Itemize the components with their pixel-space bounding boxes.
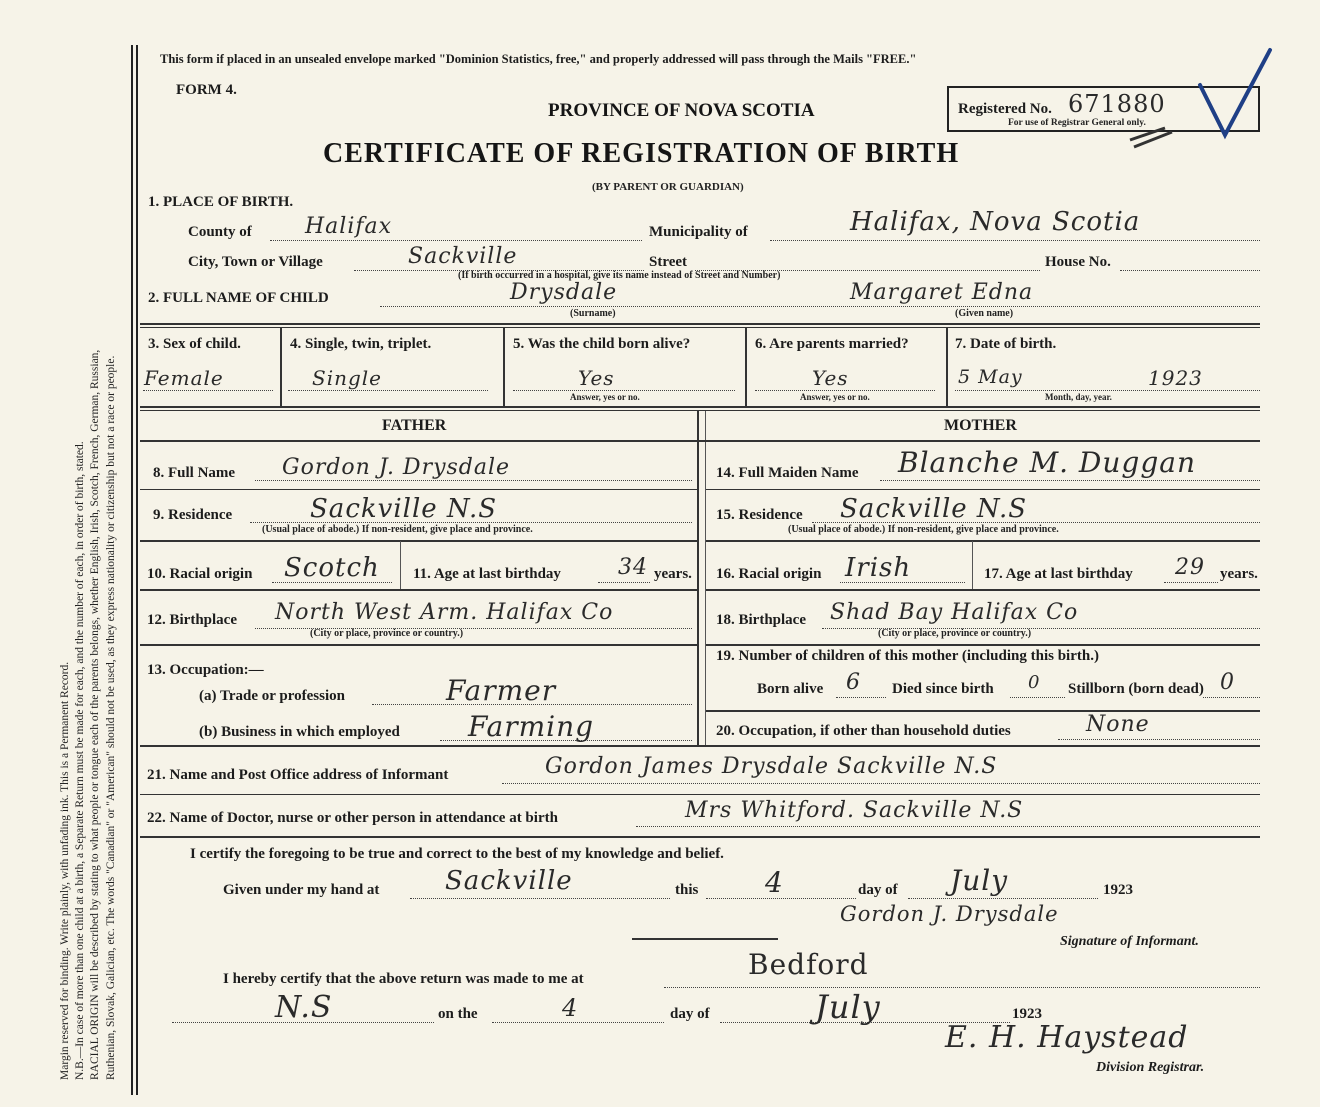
column-divider bbox=[697, 411, 699, 745]
married-line bbox=[755, 390, 935, 391]
father-race-label: 10. Racial origin bbox=[147, 566, 253, 582]
return-day-of: day of bbox=[670, 1006, 710, 1022]
child-name-line bbox=[380, 306, 1260, 307]
father-age-years: years. bbox=[654, 566, 692, 582]
divider bbox=[140, 540, 697, 542]
occupation-label: 13. Occupation:— bbox=[147, 662, 264, 678]
mother-residence: Sackville N.S bbox=[840, 494, 1028, 524]
father-name-label: 8. Full Name bbox=[153, 465, 236, 481]
father-heading: FATHER bbox=[382, 417, 447, 434]
plurality-label: 4. Single, twin, triplet. bbox=[290, 336, 432, 352]
surname-note: (Surname) bbox=[570, 308, 616, 319]
plurality-value: Single bbox=[312, 366, 383, 390]
divider bbox=[140, 489, 697, 490]
county-label: County of bbox=[188, 224, 252, 240]
certify-statement: I certify the foregoing to be true and correct to the best of my knowledge and belief. bbox=[190, 846, 724, 862]
alive-line bbox=[513, 390, 735, 391]
mother-age: 29 bbox=[1175, 555, 1205, 580]
return-province: N.S bbox=[275, 990, 333, 1025]
mother-occupation: None bbox=[1086, 712, 1150, 737]
registrar-note: For use of Registrar General only. bbox=[1008, 118, 1146, 128]
mother-age-years: years. bbox=[1220, 566, 1258, 582]
informant-signature: Gordon J. Drysdale bbox=[840, 902, 1059, 926]
divider bbox=[140, 589, 697, 591]
house-label: House No. bbox=[1045, 254, 1111, 270]
married-label: 6. Are parents married? bbox=[755, 336, 909, 352]
margin-rule bbox=[131, 45, 133, 1095]
city-value: Sackville bbox=[408, 244, 518, 269]
sex-line bbox=[143, 390, 273, 391]
mother-race-label: 16. Racial origin bbox=[716, 566, 822, 582]
return-place-line bbox=[664, 987, 1260, 988]
cell-border bbox=[503, 328, 505, 406]
born-alive-label: Born alive bbox=[757, 681, 824, 697]
margin-line: RACIAL ORIGIN will be described by stating to what people or tongue each of the parents belongs, whether English, Irish, Scotch, French, German, Russian, bbox=[89, 349, 102, 1080]
return-year: 1923 bbox=[1012, 1006, 1042, 1022]
divider bbox=[140, 440, 1260, 442]
divider bbox=[140, 323, 1260, 325]
alive-value: Yes bbox=[578, 366, 615, 390]
registered-number: 671880 bbox=[1068, 90, 1166, 118]
return-place: Bedford bbox=[748, 948, 869, 981]
father-name-line bbox=[255, 480, 692, 481]
father-age: 34 bbox=[618, 555, 648, 580]
mother-birthplace-label: 18. Birthplace bbox=[716, 612, 806, 628]
registrar-label: Division Registrar. bbox=[1096, 1060, 1205, 1075]
stillborn-value: 0 bbox=[1220, 670, 1235, 695]
stillborn-label: Stillborn (born dead) bbox=[1068, 681, 1204, 697]
house-line bbox=[1120, 270, 1260, 271]
given-label: Given under my hand at bbox=[223, 882, 380, 898]
mail-notice: This form if placed in an unsealed envelope marked "Dominion Statistics, free," and properly addressed will pass through the Mails "FREE." bbox=[160, 52, 917, 66]
married-value: Yes bbox=[812, 366, 849, 390]
place-heading: 1. PLACE OF BIRTH. bbox=[148, 194, 294, 210]
plurality-line bbox=[288, 390, 488, 391]
mother-occupation-label: 20. Occupation, if other than household duties bbox=[716, 723, 1011, 739]
margin-line: Margin reserved for binding. Write plainly, with unfading ink. This is a Permanent Record. bbox=[59, 661, 71, 1080]
mother-birthplace: Shad Bay Halifax Co bbox=[830, 600, 1079, 625]
return-day: 4 bbox=[562, 994, 579, 1022]
street-label: Street bbox=[649, 254, 688, 270]
cell-border bbox=[280, 328, 282, 406]
page-subtitle: (BY PARENT OR GUARDIAN) bbox=[592, 181, 744, 193]
trade-label: (a) Trade or profession bbox=[199, 688, 345, 704]
mother-name: Blanche M. Duggan bbox=[898, 446, 1196, 479]
mother-name-label: 14. Full Maiden Name bbox=[716, 465, 859, 481]
father-age-label: 11. Age at last birthday bbox=[413, 566, 561, 582]
trade-value: Farmer bbox=[446, 674, 557, 707]
dob-day-month: 5 May bbox=[958, 366, 1023, 388]
year-value: 1923 bbox=[1103, 882, 1133, 898]
municipality-value: Halifax, Nova Scotia bbox=[850, 207, 1141, 237]
divider bbox=[140, 745, 1260, 747]
check-mark-icon bbox=[1100, 40, 1280, 170]
month-line bbox=[908, 898, 1098, 899]
mother-race: Irish bbox=[845, 553, 912, 583]
alive-label: 5. Was the child born alive? bbox=[513, 336, 691, 352]
county-value: Halifax bbox=[305, 214, 393, 239]
given-place-line bbox=[410, 898, 670, 899]
divider bbox=[706, 644, 1260, 646]
father-residence-label: 9. Residence bbox=[153, 507, 233, 523]
dob-year: 1923 bbox=[1148, 366, 1203, 390]
business-value: Farming bbox=[468, 710, 595, 743]
born-alive-value: 6 bbox=[846, 670, 861, 695]
mother-heading: MOTHER bbox=[944, 417, 1017, 434]
died-value: 0 bbox=[1028, 672, 1041, 693]
informant-line bbox=[502, 783, 1260, 784]
died-line bbox=[1010, 697, 1065, 698]
divider bbox=[706, 589, 1260, 591]
signature-rule bbox=[632, 938, 778, 940]
month-value: July bbox=[950, 864, 1009, 897]
return-day-line bbox=[492, 1022, 664, 1023]
return-label: I hereby certify that the above return was made to me at bbox=[223, 971, 584, 987]
page-title: CERTIFICATE OF REGISTRATION OF BIRTH bbox=[323, 138, 960, 169]
day-of-label: day of bbox=[858, 882, 898, 898]
child-given-name: Margaret Edna bbox=[850, 280, 1034, 305]
child-name-label: 2. FULL NAME OF CHILD bbox=[148, 290, 329, 306]
father-name: Gordon J. Drysdale bbox=[282, 455, 511, 480]
divider bbox=[706, 489, 1260, 490]
business-label: (b) Business in which employed bbox=[199, 724, 400, 740]
hospital-note: (If birth occurred in a hospital, give its name instead of Street and Number) bbox=[458, 270, 781, 281]
county-line bbox=[270, 240, 642, 241]
doctor-value: Mrs Whitford. Sackville N.S bbox=[685, 798, 1024, 823]
informant-signature-label: Signature of Informant. bbox=[1060, 934, 1199, 949]
day-value: 4 bbox=[765, 866, 784, 899]
mother-age-label: 17. Age at last birthday bbox=[984, 566, 1133, 582]
child-surname: Drysdale bbox=[510, 280, 618, 305]
city-label: City, Town or Village bbox=[188, 254, 323, 270]
informant-label: 21. Name and Post Office address of Informant bbox=[147, 767, 449, 783]
married-note: Answer, yes or no. bbox=[800, 392, 870, 402]
cell-border bbox=[400, 541, 401, 589]
cell-border bbox=[946, 328, 948, 406]
father-race: Scotch bbox=[284, 553, 380, 583]
cell-border bbox=[745, 328, 747, 406]
margin-line: N.B.—In case of more than one child at a birth, a Separate Return must be made for each, and the number of each, in order of birth, stated. bbox=[74, 441, 87, 1080]
mother-residence-label: 15. Residence bbox=[716, 507, 803, 523]
margin-instructions bbox=[58, 40, 119, 1080]
dob-label: 7. Date of birth. bbox=[955, 336, 1057, 352]
born-alive-line bbox=[836, 697, 886, 698]
this-label: this bbox=[675, 882, 699, 898]
father-abode-note: (Usual place of abode.) If non-resident, give place and province. bbox=[262, 524, 533, 535]
children-label: 19. Number of children of this mother (including this birth.) bbox=[716, 648, 1099, 664]
sex-value: Female bbox=[144, 366, 224, 390]
father-birthplace-label: 12. Birthplace bbox=[147, 612, 237, 628]
doctor-label: 22. Name of Doctor, nurse or other person in attendance at birth bbox=[147, 810, 558, 826]
divider bbox=[140, 406, 1260, 408]
mother-birthplace-note: (City or place, province or country.) bbox=[878, 628, 1032, 639]
mother-age-line bbox=[1164, 582, 1218, 583]
divider bbox=[706, 710, 1260, 712]
given-place: Sackville bbox=[445, 866, 573, 896]
alive-note: Answer, yes or no. bbox=[570, 392, 640, 402]
stillborn-line bbox=[1203, 697, 1260, 698]
father-birthplace-note: (City or place, province or country.) bbox=[310, 628, 464, 639]
divider bbox=[140, 410, 1260, 411]
divider bbox=[140, 644, 697, 646]
father-age-line bbox=[598, 582, 650, 583]
divider bbox=[140, 327, 1260, 328]
dob-line bbox=[955, 390, 1260, 391]
informant-value: Gordon James Drysdale Sackville N.S bbox=[545, 754, 998, 779]
cell-border bbox=[972, 541, 973, 589]
divider bbox=[706, 540, 1260, 542]
doctor-line bbox=[636, 826, 1260, 827]
died-label: Died since birth bbox=[892, 681, 994, 697]
column-divider bbox=[705, 411, 706, 745]
registrar-signature: E. H. Haystead bbox=[945, 1020, 1189, 1055]
municipality-label: Municipality of bbox=[649, 224, 748, 240]
return-month: July bbox=[815, 988, 881, 1026]
mother-name-line bbox=[880, 480, 1260, 481]
dob-note: Month, day, year. bbox=[1045, 392, 1112, 402]
margin-line: Ruthenian, Slovak, Galician, etc. The words "Canadian" or "American" should not be used, as they express nationality or citizenship but not a race or people. bbox=[104, 355, 117, 1080]
province-heading: PROVINCE OF NOVA SCOTIA bbox=[548, 100, 815, 121]
mother-abode-note: (Usual place of abode.) If non-resident, give place and province. bbox=[788, 524, 1059, 535]
municipality-line bbox=[770, 240, 1260, 241]
sex-label: 3. Sex of child. bbox=[148, 336, 241, 352]
father-residence: Sackville N.S bbox=[310, 494, 498, 524]
on-the-label: on the bbox=[438, 1006, 478, 1022]
given-note: (Given name) bbox=[955, 308, 1014, 319]
registered-label: Registered No. bbox=[958, 101, 1052, 117]
divider bbox=[140, 794, 1260, 795]
father-birthplace: North West Arm. Halifax Co bbox=[275, 600, 614, 625]
form-number: FORM 4. bbox=[176, 82, 237, 98]
divider bbox=[140, 836, 1260, 838]
margin-rule bbox=[136, 45, 138, 1095]
mother-occupation-line bbox=[1058, 739, 1260, 740]
